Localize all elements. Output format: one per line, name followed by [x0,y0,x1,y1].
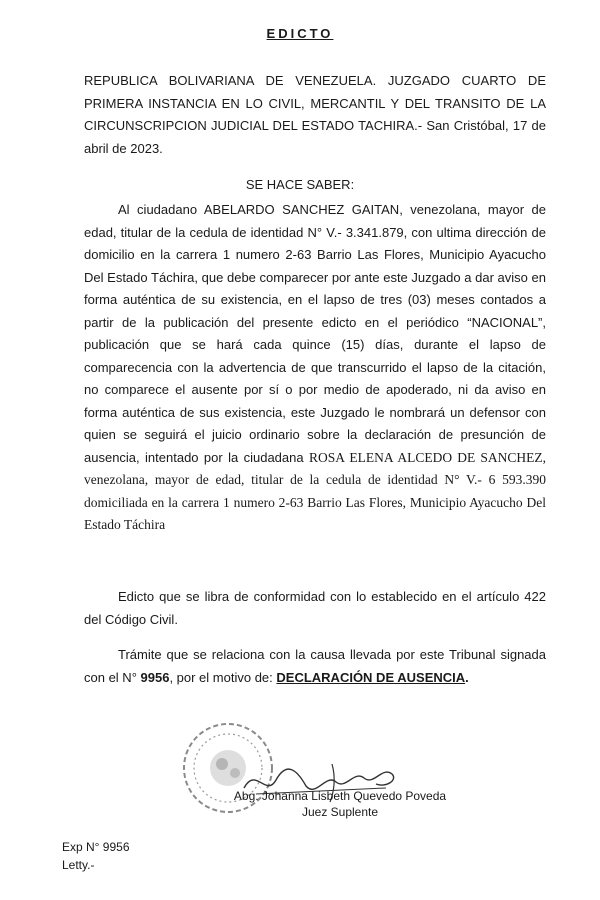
motivo: DECLARACIÓN DE AUSENCIA [276,669,466,685]
file-number: Exp N° 9956 [62,840,130,854]
signatory-name: Abg. Johanna Lisbeth Quevedo Poveda [233,789,447,803]
tramite-prefix: Trámite que se relaciona con la causa llevada por este Tribunal signada con el N° [84,647,546,685]
tramite-end: . [465,669,469,685]
tramite-middle: , por el motivo de: [169,669,277,685]
edicto-paragraph: Edicto que se libra de conformidad con lo establecido en el artículo 422 del Código Civil. [84,589,546,627]
document-title: EDICTO [266,26,334,41]
signatory-role: Juez Suplente [301,805,379,819]
tramite-paragraph [84,644,546,689]
typist-initials: Letty.- [62,858,95,872]
body-paragraph [84,199,546,537]
header-paragraph: REPUBLICA BOLIVARIANA DE VENEZUELA. JUZGADO CUARTO DE PRIMERA INSTANCIA EN LO CIVIL, MERCANTIL Y DEL TRANSITO DE LA CIRCUNSCRIPCION JUDICIAL DEL ESTADO TACHIRA.- San Cristóbal, 17 de abril de 2023. [84,73,546,156]
body-part-1: Al ciudadano ABELARDO SANCHEZ GAITAN, venezolana, mayor de edad, titular de la cedula de identidad N° V.- 3.341.879, con ultima dirección de domicilio en la carrera 1 numero 2-63 Barrio Las Flores, Municipio Ayacucho Del Estado Táchira, que debe comparecer por ante este Juzgado a dar aviso en forma auténtica de su existencia, en el lapso de tres (03) meses contados a partir de la publicación del presente edicto en el periódico “NACIONAL”, publicación que se hará cada quince (15) días, durante el lapso de comparecencia con la advertencia de que transcurrido el lapso de la citación, no comparece el ausente por sí o por medio de apoderado, ni da aviso en forma auténtica de sus existencia, este Juzgado le nombrará un defensor con quien se seguirá el juicio ordinario sobre la declaración de presunción de ausencia, intentado por la ciudadana [84,202,546,465]
se-hace-saber: SE HACE SABER: [245,177,355,192]
body-part-2: ROSA ELENA ALCEDO DE SANCHEZ, venezolana, mayor de edad, titular de la cedula de identidad N° V.- 6 593.390 domiciliada en la carrera 1 numero 2-63 Barrio Las Flores, Municipio Ayacucho Del Estado Táchira [84,449,546,532]
footer [62,838,130,874]
case-number: 9956 [140,669,170,685]
